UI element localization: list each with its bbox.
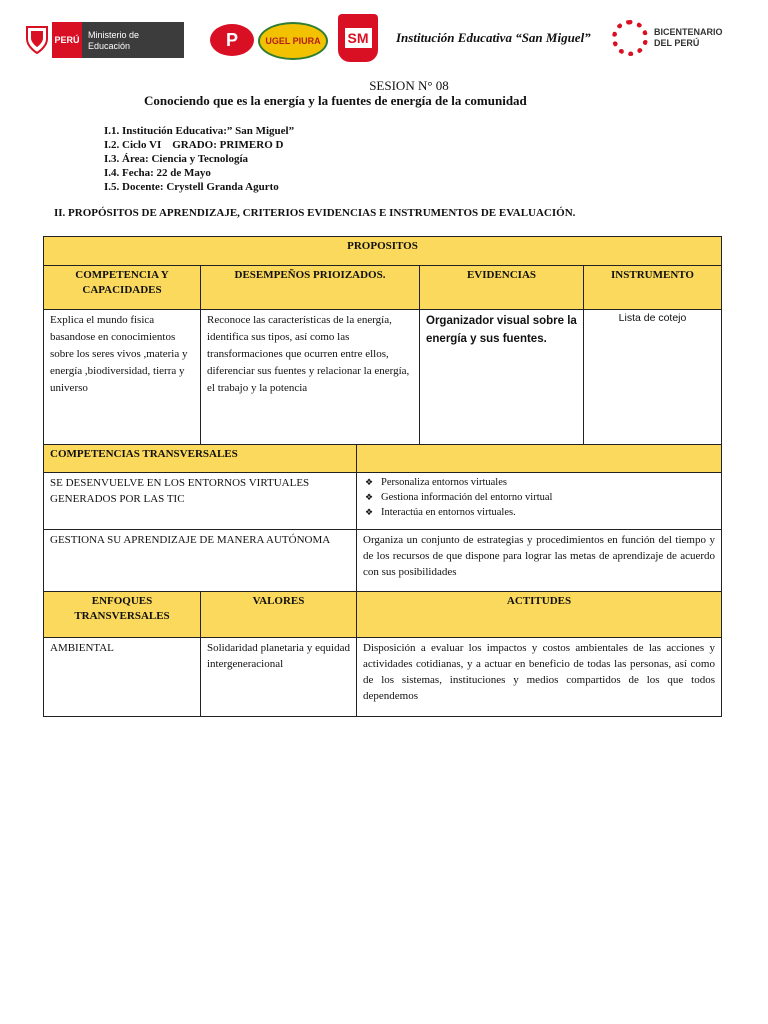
bicentenario-logo bbox=[612, 20, 723, 56]
session-number: SESION N° 08 bbox=[369, 78, 449, 93]
desempenos-header: DESEMPEÑOS PRIOIZADOS. bbox=[201, 266, 420, 310]
info-fecha: I.4. Fecha: 22 de Mayo bbox=[104, 167, 211, 179]
instrumento-header: INSTRUMENTO bbox=[584, 266, 722, 310]
instrumento-cell: Lista de cotejo bbox=[584, 310, 722, 445]
list-item: ❖ Interactúa en entornos virtuales. bbox=[363, 505, 715, 520]
desempenos-cell: Reconoce las características de la energía, identifica sus tipos, así como las transformaciones que ocurren entre ellos, diferenciar sus fuentes y relacionar la energía, el trabajo y la potencia bbox=[201, 310, 420, 445]
info-docente: I.5. Docente: Crystell Granda Agurto bbox=[104, 181, 279, 193]
p-logo: P bbox=[210, 24, 254, 56]
info-ciclo: I.2. Ciclo VI GRADO: PRIMERO D bbox=[104, 139, 284, 151]
ambiental-valores: Solidaridad planetaria y equidad intergeneracional bbox=[201, 638, 357, 717]
propositos-header: PROPOSITOS bbox=[44, 237, 722, 266]
institution-title: Institución Educativa “San Miguel” bbox=[396, 30, 591, 45]
tic-label: SE DESENVUELVE EN LOS ENTORNOS VIRTUALES GENERADOS POR LAS TIC bbox=[44, 473, 357, 530]
propositos-table bbox=[43, 236, 722, 717]
tic-capacidades bbox=[357, 473, 722, 530]
bicentenario-ring-icon bbox=[612, 20, 648, 56]
ambiental-actitudes: Disposición a evaluar los impactos y costos ambientales de las acciones y actividades cotidianas, y a actuar en beneficio de todas las personas, así como de los sistemas, instituciones y medios compartidos de los que todos dependemos bbox=[357, 638, 722, 717]
general-info bbox=[104, 124, 294, 194]
ministry-label: Ministerio de Educación bbox=[82, 22, 184, 58]
ministerio-logo bbox=[22, 22, 184, 58]
san-miguel-logo bbox=[338, 14, 378, 62]
enfoques-header: ENFOQUES TRANSVERSALES bbox=[44, 592, 201, 638]
competencia-cell: Explica el mundo fisica basandose en conocimientos sobre los seres vivos ,materia y energía ,biodiversidad, tierra y universo bbox=[44, 310, 201, 445]
autonoma-label: GESTIONA SU APRENDIZAJE DE MANERA AUTÓNOMA bbox=[44, 530, 357, 592]
info-institucion: I.1. Institución Educativa:” San Miguel” bbox=[104, 125, 295, 137]
sm-logo-text: SM bbox=[345, 28, 372, 48]
peru-label: PERÚ bbox=[52, 22, 82, 58]
list-item: ❖ Personaliza entornos virtuales bbox=[363, 475, 715, 490]
session-title: Conociendo que es la energía y la fuentes de energía de la comunidad bbox=[144, 93, 527, 108]
evidencias-cell: Organizador visual sobre la energía y sus fuentes. bbox=[420, 310, 584, 445]
competencias-transversales-header-right bbox=[357, 445, 722, 473]
list-item: ❖ Gestiona información del entorno virtual bbox=[363, 490, 715, 505]
actitudes-header: ACTITUDES bbox=[357, 592, 722, 638]
valores-header: VALORES bbox=[201, 592, 357, 638]
page-header bbox=[0, 0, 768, 70]
evidencias-header: EVIDENCIAS bbox=[420, 266, 584, 310]
info-area: I.3. Área: Ciencia y Tecnología bbox=[104, 153, 249, 165]
bicentenario-line2: DEL PERÚ bbox=[654, 38, 700, 48]
section-title: II. PROPÓSITOS DE APRENDIZAJE, CRITERIOS EVIDENCIAS E INSTRUMENTOS DE EVALUACIÓN. bbox=[54, 207, 576, 219]
ambiental-label: AMBIENTAL bbox=[44, 638, 201, 717]
autonoma-text: Organiza un conjunto de estrategias y procedimientos en función del tiempo y de los recursos de que dispone para lograr las metas de aprendizaje de acuerdo con sus posibilidades bbox=[357, 530, 722, 592]
competencias-transversales-header: COMPETENCIAS TRANSVERSALES bbox=[44, 445, 357, 473]
ugel-piura-logo: UGEL PIURA bbox=[258, 22, 328, 60]
shield-icon bbox=[22, 22, 52, 58]
bicentenario-line1: BICENTENARIO bbox=[654, 27, 723, 37]
tic-list bbox=[363, 475, 715, 520]
competencia-header: COMPETENCIA Y CAPACIDADES bbox=[44, 266, 201, 310]
